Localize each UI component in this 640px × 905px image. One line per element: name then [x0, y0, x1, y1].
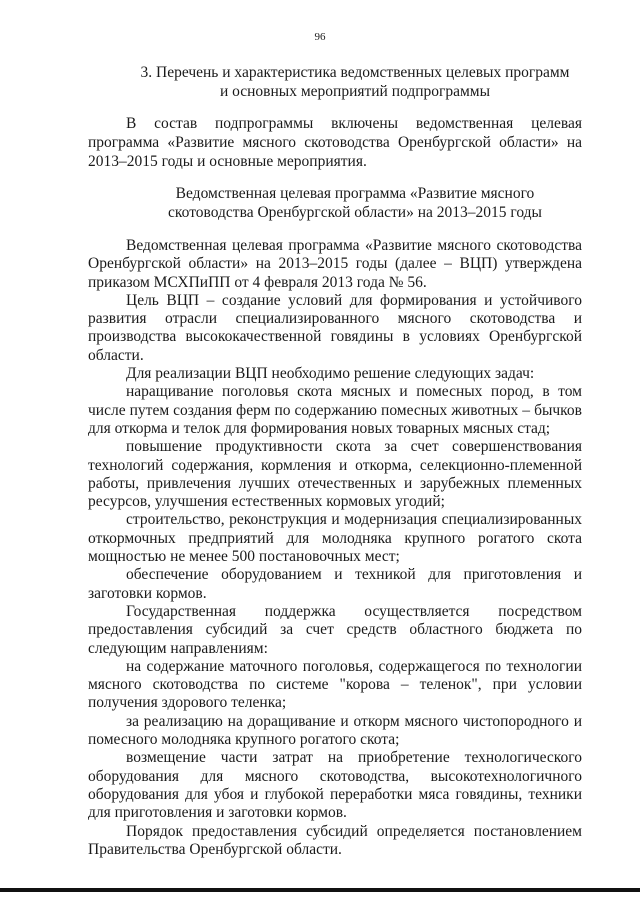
paragraph: Ведомственная целевая программа «Развитие мясного скотоводства Оренбургской области» на 2013–2015 годы (далее – ВЦП) утверждена приказом МСХПиПП от 4 февраля 2013 года № 56.: [88, 237, 582, 291]
paragraph: Цель ВЦП – создание условий для формирования и устойчивого развития отрасли специализированного мясного скотоводства и производства высококачественной говядины в условиях Оренбургской области.: [88, 291, 582, 364]
paragraph: строительство, реконструкция и модернизация специализированных откормочных предприятий для молодняка крупного рогатого скота мощностью не менее 500 постановочных мест;: [88, 511, 582, 566]
paragraph: повышение продуктивности скота за счет совершенствования технологий содержания, кормления и откорма, селекционно-племенной работы, привлечения лучших отечественных и зарубежных племенных ресурсов, улучшения естественных кормовых угодий;: [88, 438, 582, 511]
paragraph: наращивание поголовья скота мясных и помесных пород, в том числе путем создания ферм по содержанию помесных животных – бычков для откорма и телок для формирования новых товарных мясных стад;: [88, 383, 582, 437]
intro-paragraph: В состав подпрограммы включены ведомственная целевая программа «Развитие мясного скотоводства Оренбургской области» на 2013–2015 годы и основные мероприятия.: [88, 115, 582, 170]
paragraph: за реализацию на доращивание и откорм мясного чистопородного и помесного молодняка крупного рогатого скота;: [88, 712, 582, 749]
program-subtitle-line: скотоводства Оренбургской области» на 2013–2015 годы: [168, 204, 542, 221]
paragraph: Для реализации ВЦП необходимо решение следующих задач:: [126, 365, 535, 383]
paragraph: Государственная поддержка осуществляется посредством предоставления субсидий за счет средств областного бюджета по следующим направлениям:: [88, 602, 582, 657]
page-number: 96: [314, 31, 326, 43]
section-title: [120, 63, 590, 101]
body-text: [88, 237, 582, 859]
section-title-line: и основных мероприятий подпрограммы: [219, 83, 491, 100]
paragraph: обеспечение оборудованием и техникой для приготовления и заготовки кормов.: [88, 566, 582, 602]
paragraph: возмещение части затрат на приобретение технологического оборудования для мясного скотоводства, высокотехнологичного оборудования для убоя и глубокой переработки мяса говядины, техники для приготовления и заготовки кормов.: [88, 749, 582, 822]
paragraph: на содержание маточного поголовья, содержащегося по технологии мясного скотоводства по системе "корова – теленок", при условии получения здорового теленка;: [88, 657, 582, 712]
program-subtitle-line: Ведомственная целевая программа «Развитие мясного: [175, 185, 535, 202]
program-subtitle: [120, 184, 590, 222]
paragraph: Порядок предоставления субсидий определяется постановлением Правительства Оренбургской области.: [88, 822, 582, 858]
section-title-line: 3. Перечень и характеристика ведомственных целевых программ: [140, 64, 570, 81]
bottom-rule: [0, 888, 640, 892]
